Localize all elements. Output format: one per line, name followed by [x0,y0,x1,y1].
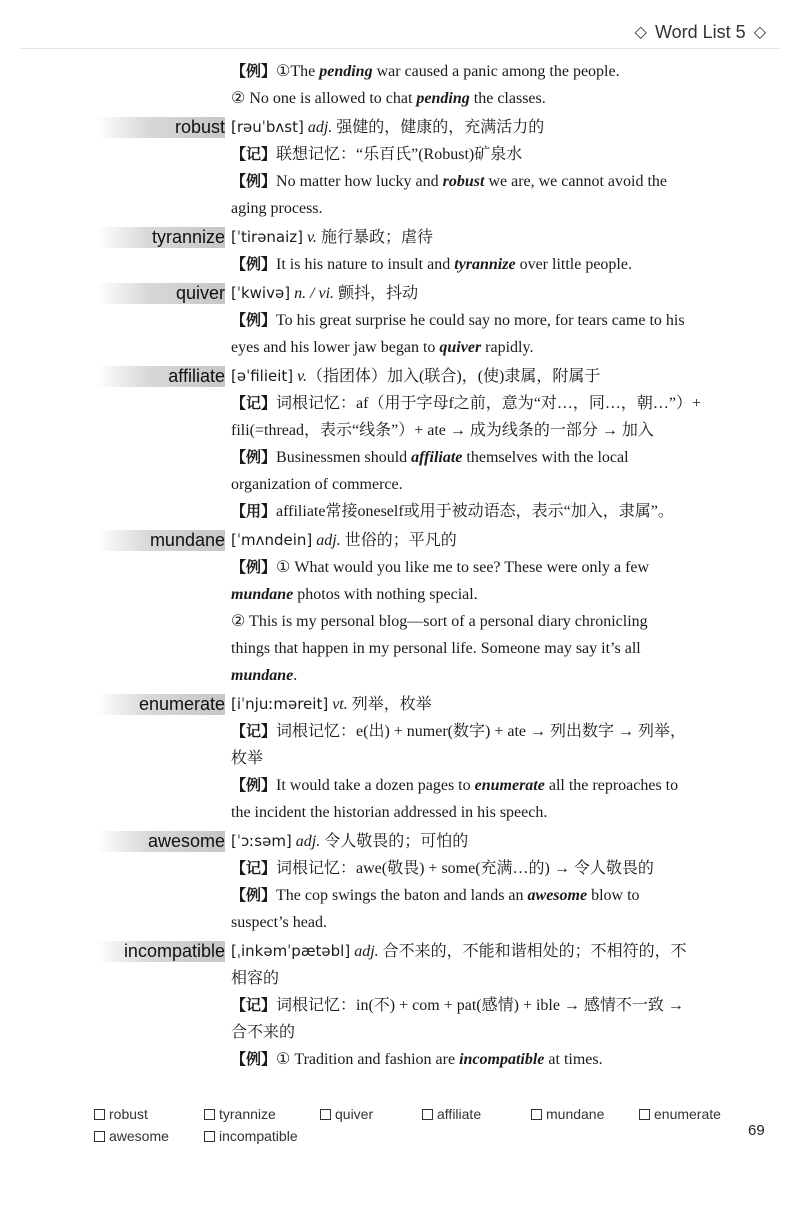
entry-line [151,224,754,251]
checklist-label: mundane [546,1106,605,1122]
part-of-speech: adj. [350,943,379,960]
text-run: ①The [276,63,320,80]
text-run: 颤抖，抖动 [334,285,419,302]
entry-line [231,608,754,635]
entry-line [231,635,754,662]
label-tag: 【例】 [231,62,277,80]
text-run: themselves with the local [462,449,629,466]
highlighted-word: enumerate [474,777,545,794]
entry-line [231,745,754,772]
entry-line [231,195,754,222]
text-run: 列举，枚举 [347,696,432,713]
entry-line [231,417,754,444]
part-of-speech: v. [303,229,317,246]
checklist-label: quiver [335,1106,374,1122]
checklist-item-quiver[interactable] [320,1106,373,1122]
entry-line [231,1019,754,1046]
entry-affiliate [0,363,800,525]
part-of-speech: vt. [328,696,348,713]
headword: quiver [175,283,225,303]
text-run: war caused a panic among the people. [372,63,620,80]
checkbox-icon[interactable] [639,1109,650,1120]
headword: mundane [149,530,225,550]
label-tag: 【记】 [231,996,277,1014]
entry-line [231,992,754,1019]
label-tag: 【例】 [231,311,277,329]
headword-label [0,280,231,307]
text-run: at times. [544,1051,603,1068]
phonetic: [ˈmʌndein] [231,531,313,549]
phonetic: [iˈnjuːməreit] [231,695,329,713]
highlighted-word: incompatible [459,1051,545,1068]
entry-line [231,581,754,608]
entry-line [231,965,754,992]
checkbox-icon[interactable] [94,1109,105,1120]
label-tag: 【例】 [231,255,277,273]
text-run: organization of commerce. [231,476,403,493]
part-of-speech: n. / vi. [290,285,335,302]
text-run: It is his nature to insult and [276,256,455,273]
text-run: 词根记忆：af（用于字母f之前，意为“对…，同…，朝…”）+ [276,395,702,412]
entry-line [231,471,754,498]
entry-line [231,307,754,334]
headword-label [0,938,231,965]
text-run: No matter how lucky and [276,173,443,190]
entry-line [231,444,754,471]
entry-line [231,251,754,278]
checklist-item-robust[interactable] [94,1106,148,1122]
diamond-left-icon: ◇ [634,24,647,41]
text-run: ① What would you like me to see? These were only a few [276,559,650,576]
entry-line [231,141,754,168]
entry-line [231,390,754,417]
text-run: things that happen in my personal life. Someone may say it’s all [231,640,641,657]
checklist-label: incompatible [219,1128,298,1144]
entry-quiver [0,280,800,361]
highlighted-word: tyrannize [454,256,516,273]
entry-line [231,168,754,195]
text-run: 词根记忆：awe(敬畏) + some(充满…的) → 令人敬畏的 [276,860,654,877]
phonetic: [ˈɔːsəm] [231,832,292,850]
header-divider [20,48,780,49]
headword: tyrannize [151,227,225,247]
label-tag: 【用】 [231,502,277,520]
entry-list [0,58,800,1075]
entry-line [231,855,754,882]
text-run: affiliate常接oneself或用于被动语态，表示“加入，隶属”。 [276,503,674,520]
text-run: ② No one is allowed to chat [231,90,417,107]
headword: enumerate [138,694,225,714]
headword-label [0,224,231,251]
entry-line [149,527,754,554]
checklist-item-incompatible[interactable] [204,1128,298,1144]
text-run: suspect’s head. [231,914,327,931]
entry-line [123,938,754,965]
diamond-right-icon: ◇ [753,24,766,41]
text-run: aging process. [231,200,323,217]
headword-label [0,828,231,855]
entry-line [231,772,754,799]
entry-incompatible [0,938,800,1073]
checklist-label: robust [109,1106,148,1122]
headword: robust [174,117,225,137]
text-run: 施行暴政；虐待 [316,229,433,246]
text-run: 世俗的；平凡的 [340,532,457,549]
label-tag: 【记】 [231,859,277,877]
text-run: 合不来的，不能和谐相处的；不相符的，不 [378,943,687,960]
text-run: 合不来的 [231,1024,296,1041]
checklist-item-awesome[interactable] [94,1128,169,1144]
text-run: 词根记忆：e(出) + numer(数字) + ate → 列出数字 → 列举， [276,723,687,740]
text-run: the incident the historian addressed in his speech. [231,804,548,821]
text-run: 强健的，健康的，充满活力的 [332,119,545,136]
text-run: Businessmen should [276,449,412,466]
entry-line [231,58,754,85]
entry-line [174,114,754,141]
checklist-label: affiliate [437,1106,482,1122]
label-tag: 【例】 [231,776,277,794]
checklist-label: enumerate [654,1106,721,1122]
header-title: Word List 5 [654,21,746,42]
entry-robust [0,114,800,222]
phonetic: [ˈtirənaiz] [231,228,304,246]
label-tag: 【例】 [231,1050,277,1068]
highlighted-word: pending [319,63,373,80]
text-run: the classes. [469,90,546,107]
text-run: fili(=thread，表示“线条”）+ ate → 成为线条的一部分 → 加入 [231,422,654,439]
checklist-item-tyrannize[interactable] [204,1106,276,1122]
entry-line [231,85,754,112]
text-run: 令人敬畏的；可怕的 [320,833,469,850]
entry-line [168,363,754,390]
entry-line [231,1046,754,1073]
phonetic: [əˈfilieit] [231,367,294,385]
highlighted-word: pending [416,90,470,107]
checkbox-icon[interactable] [204,1109,215,1120]
text-run: ① Tradition and fashion are [276,1051,460,1068]
highlighted-word: mundane [231,586,294,603]
phonetic: [rəuˈbʌst] [231,118,304,136]
entry-continued [0,58,800,112]
text-run: To his great surprise he could say no more, for tears came to his [276,312,685,329]
highlighted-word: affiliate [411,449,463,466]
checkbox-icon[interactable] [320,1109,331,1120]
text-run: . [293,667,298,684]
entry-line [231,554,754,581]
checkbox-icon[interactable] [531,1109,542,1120]
entry-line [147,828,754,855]
entry-line [175,280,754,307]
highlighted-word: robust [442,173,485,190]
highlighted-word: mundane [231,667,294,684]
headword: affiliate [168,366,225,386]
entry-line [231,498,754,525]
part-of-speech: adj. [291,833,321,850]
text-run: blow to [587,887,640,904]
text-run: photos with nothing special. [293,586,478,603]
label-tag: 【例】 [231,448,277,466]
text-run: all the reproaches to [544,777,679,794]
headword-label [0,114,231,141]
entry-awesome [0,828,800,936]
phonetic: [ˈkwivə] [231,284,291,302]
checklist-item-enumerate[interactable] [639,1106,721,1122]
text-run: rapidly. [481,339,534,356]
checklist-item-mundane[interactable] [531,1106,604,1122]
entry-line [138,691,754,718]
text-run: ② This is my personal blog—sort of a personal diary chronicling [231,613,648,630]
checklist-item-affiliate[interactable] [422,1106,481,1122]
text-run: 相容的 [231,970,280,987]
label-tag: 【例】 [231,172,277,190]
text-run: 联想记忆：“乐百氏”(Robust)矿泉水 [276,146,523,163]
text-run: we are, we cannot avoid the [484,173,668,190]
entry-line [231,882,754,909]
part-of-speech: adj. [303,119,333,136]
part-of-speech: v. [293,368,308,385]
checklist-label: awesome [109,1128,169,1144]
text-run: 词根记忆：in(不) + com + pat(感情) + ible → 感情不一致 → [276,997,684,1014]
phonetic: [ˌinkəmˈpætəbl] [231,942,351,960]
headword-label [0,363,231,390]
entry-enumerate [0,691,800,826]
running-header [635,18,766,46]
checkbox-icon[interactable] [204,1131,215,1142]
headword: awesome [147,831,225,851]
entry-tyrannize [0,224,800,278]
label-tag: 【例】 [231,886,277,904]
text-run: eyes and his lower jaw began to [231,339,440,356]
highlighted-word: quiver [439,339,482,356]
text-run: The cop swings the baton and lands an [276,887,528,904]
text-run: over little people. [515,256,632,273]
page-number: 69 [748,1122,765,1139]
entry-line [231,662,754,689]
part-of-speech: adj. [312,532,341,549]
text-run: （指团体）加入(联合)，(使)隶属，附属于 [307,368,601,385]
text-run: 枚举 [231,750,264,767]
headword-label [0,527,231,554]
label-tag: 【记】 [231,145,277,163]
headword-label [0,691,231,718]
text-run: It would take a dozen pages to [276,777,475,794]
checklist-label: tyrannize [219,1106,276,1122]
label-tag: 【例】 [231,558,277,576]
headword: incompatible [123,941,225,961]
label-tag: 【记】 [231,394,277,412]
label-tag: 【记】 [231,722,277,740]
entry-mundane [0,527,800,689]
checkbox-icon[interactable] [422,1109,433,1120]
entry-line [231,799,754,826]
entry-line [231,334,754,361]
checkbox-icon[interactable] [94,1131,105,1142]
entry-line [231,909,754,936]
highlighted-word: awesome [527,887,588,904]
entry-line [231,718,754,745]
